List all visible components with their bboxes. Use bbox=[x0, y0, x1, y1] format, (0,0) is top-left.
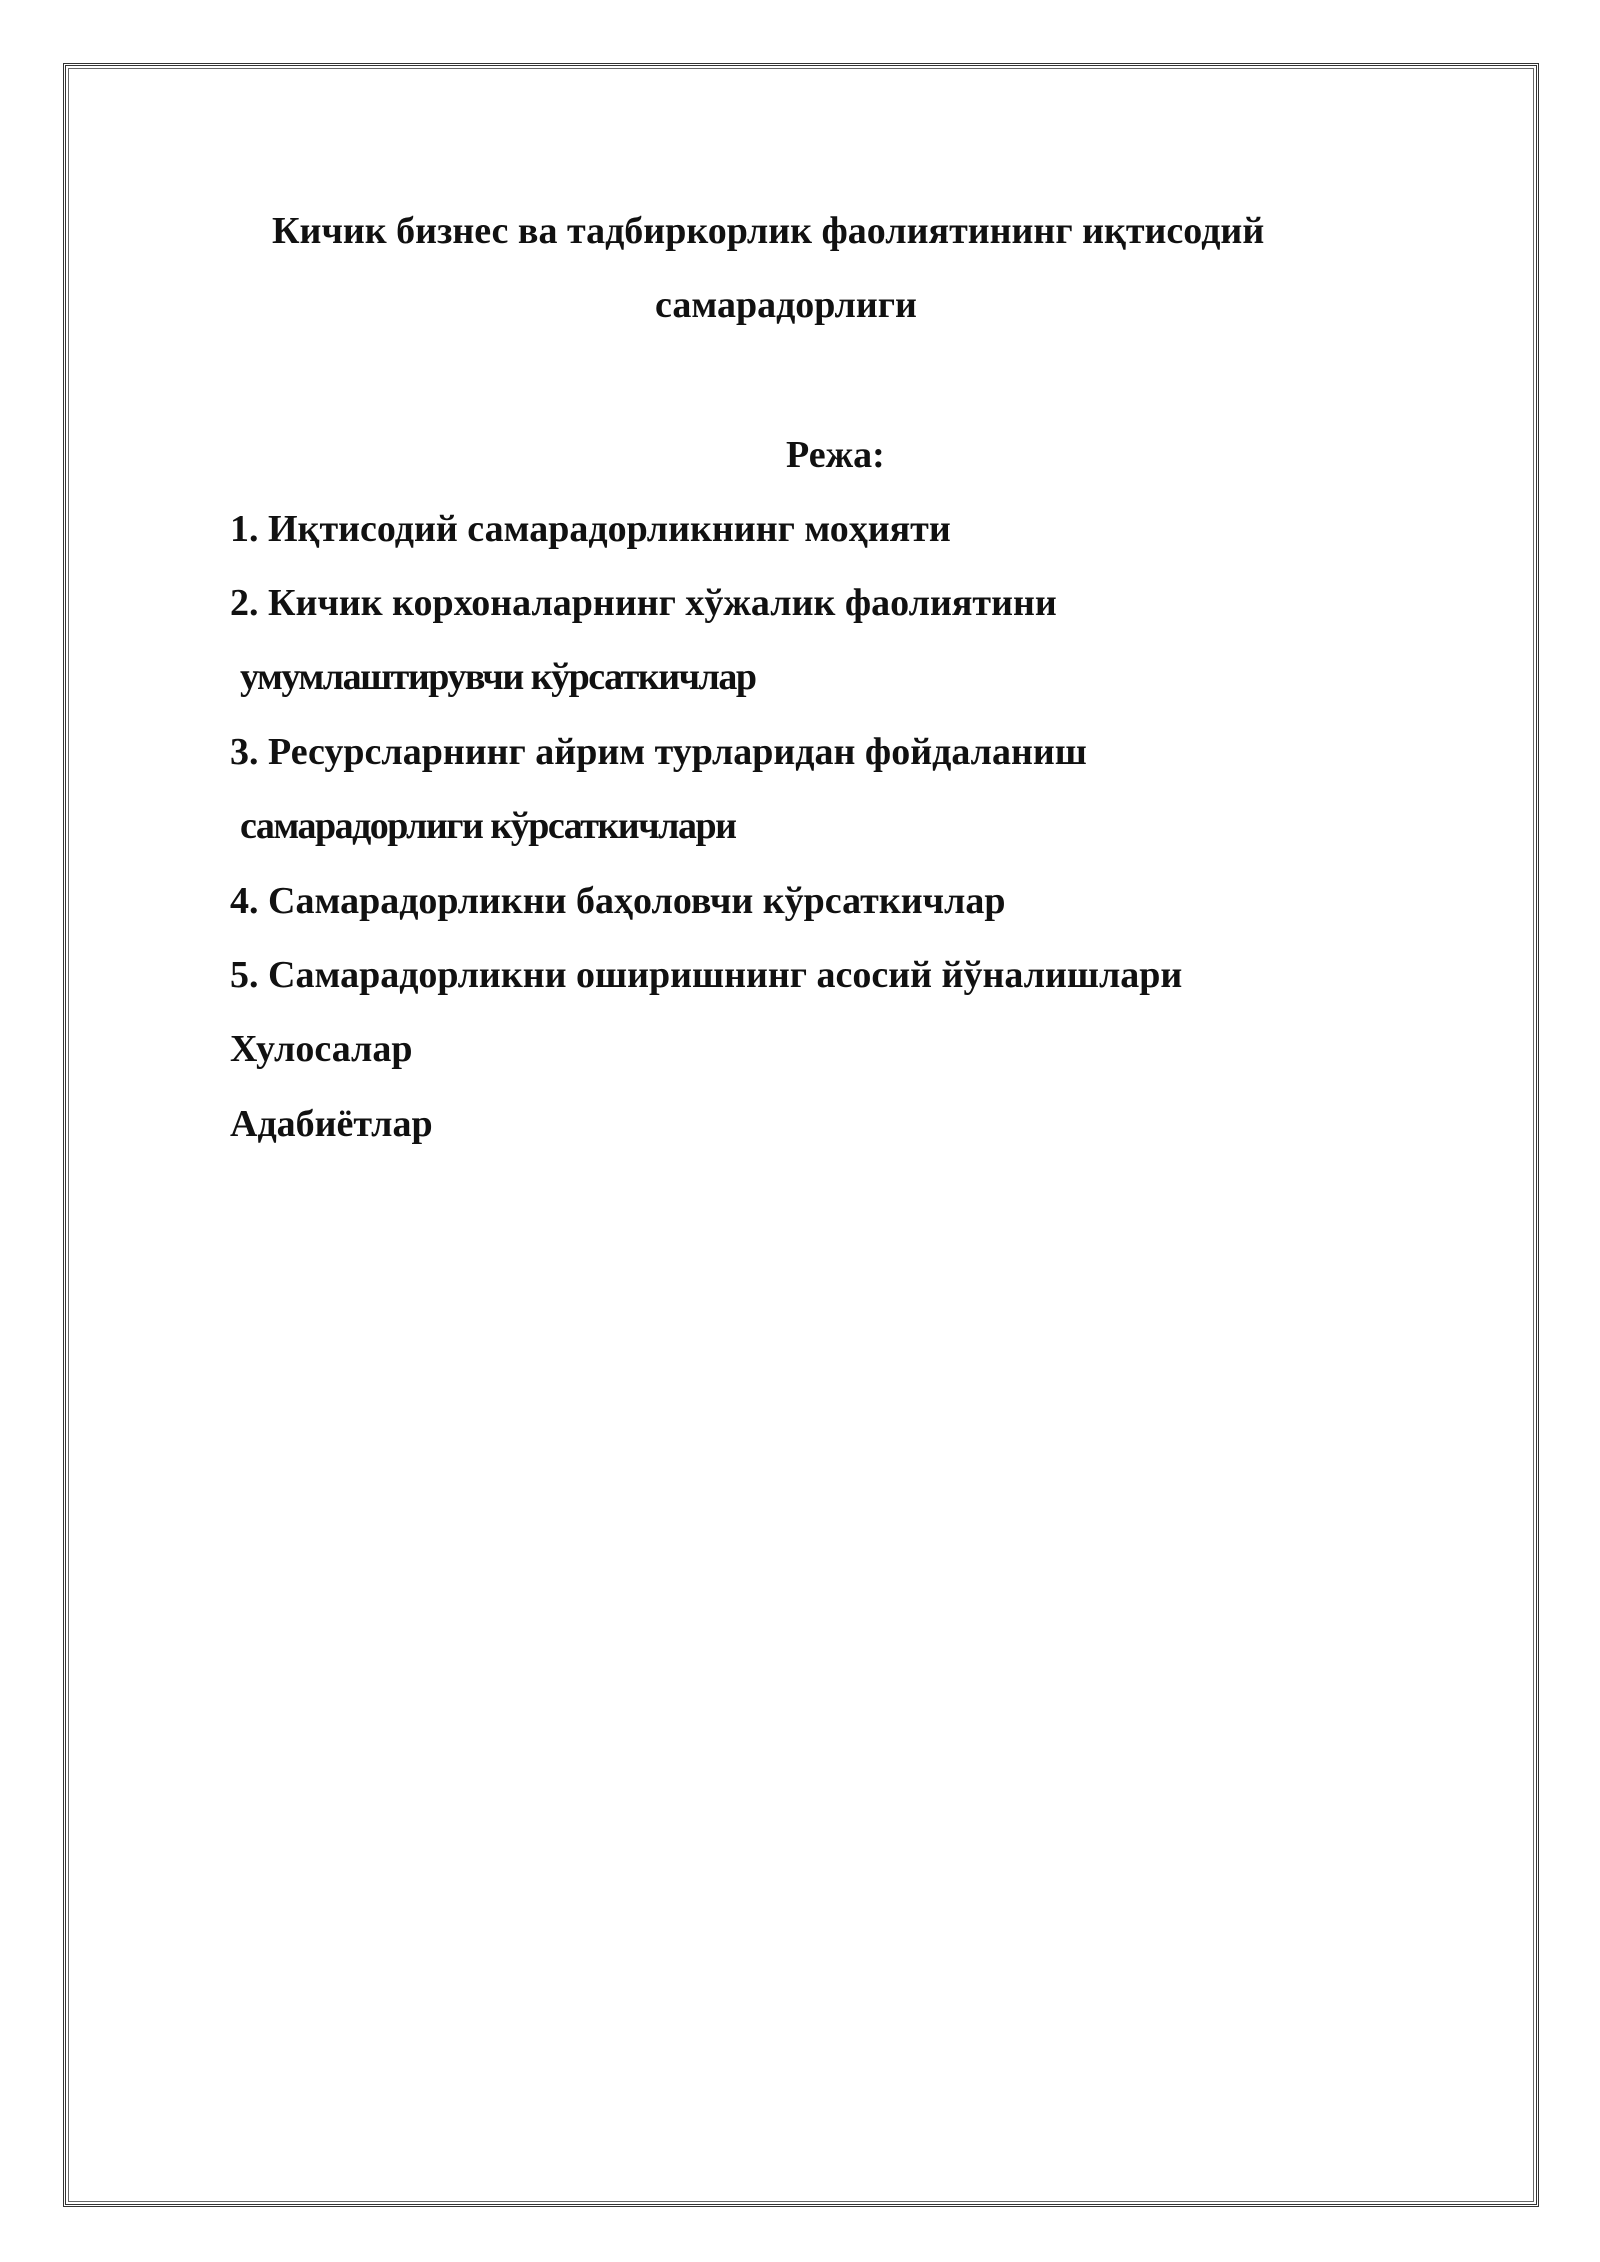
plan-item-5: 5. Самарадорликни оширишнинг асосий йўналишлари bbox=[230, 954, 1183, 996]
plan-item-2-continuation: умумлаштирувчи кўрсаткичлар bbox=[240, 656, 756, 698]
references-item: Адабиётлар bbox=[230, 1103, 433, 1145]
plan-item-2: 2. Кичик корхоналарнинг хўжалик фаолиятини bbox=[230, 582, 1057, 624]
conclusions-item: Хулосалар bbox=[230, 1028, 413, 1070]
plan-heading: Режа: bbox=[786, 434, 885, 476]
plan-item-1: 1. Иқтисодий самарадорликнинг моҳияти bbox=[230, 508, 951, 550]
plan-item-3: 3. Ресурсларнинг айрим турларидан фойдаланиш bbox=[230, 731, 1087, 773]
plan-item-3-continuation: самарадорлиги кўрсаткичлари bbox=[240, 805, 736, 847]
document-title-line-2: самарадорлиги bbox=[655, 284, 917, 326]
document-title-line-1: Кичик бизнес ва тадбиркорлик фаолиятининг иқтисодий bbox=[272, 210, 1265, 252]
plan-item-4: 4. Самарадорликни баҳоловчи кўрсаткичлар bbox=[230, 880, 1006, 922]
